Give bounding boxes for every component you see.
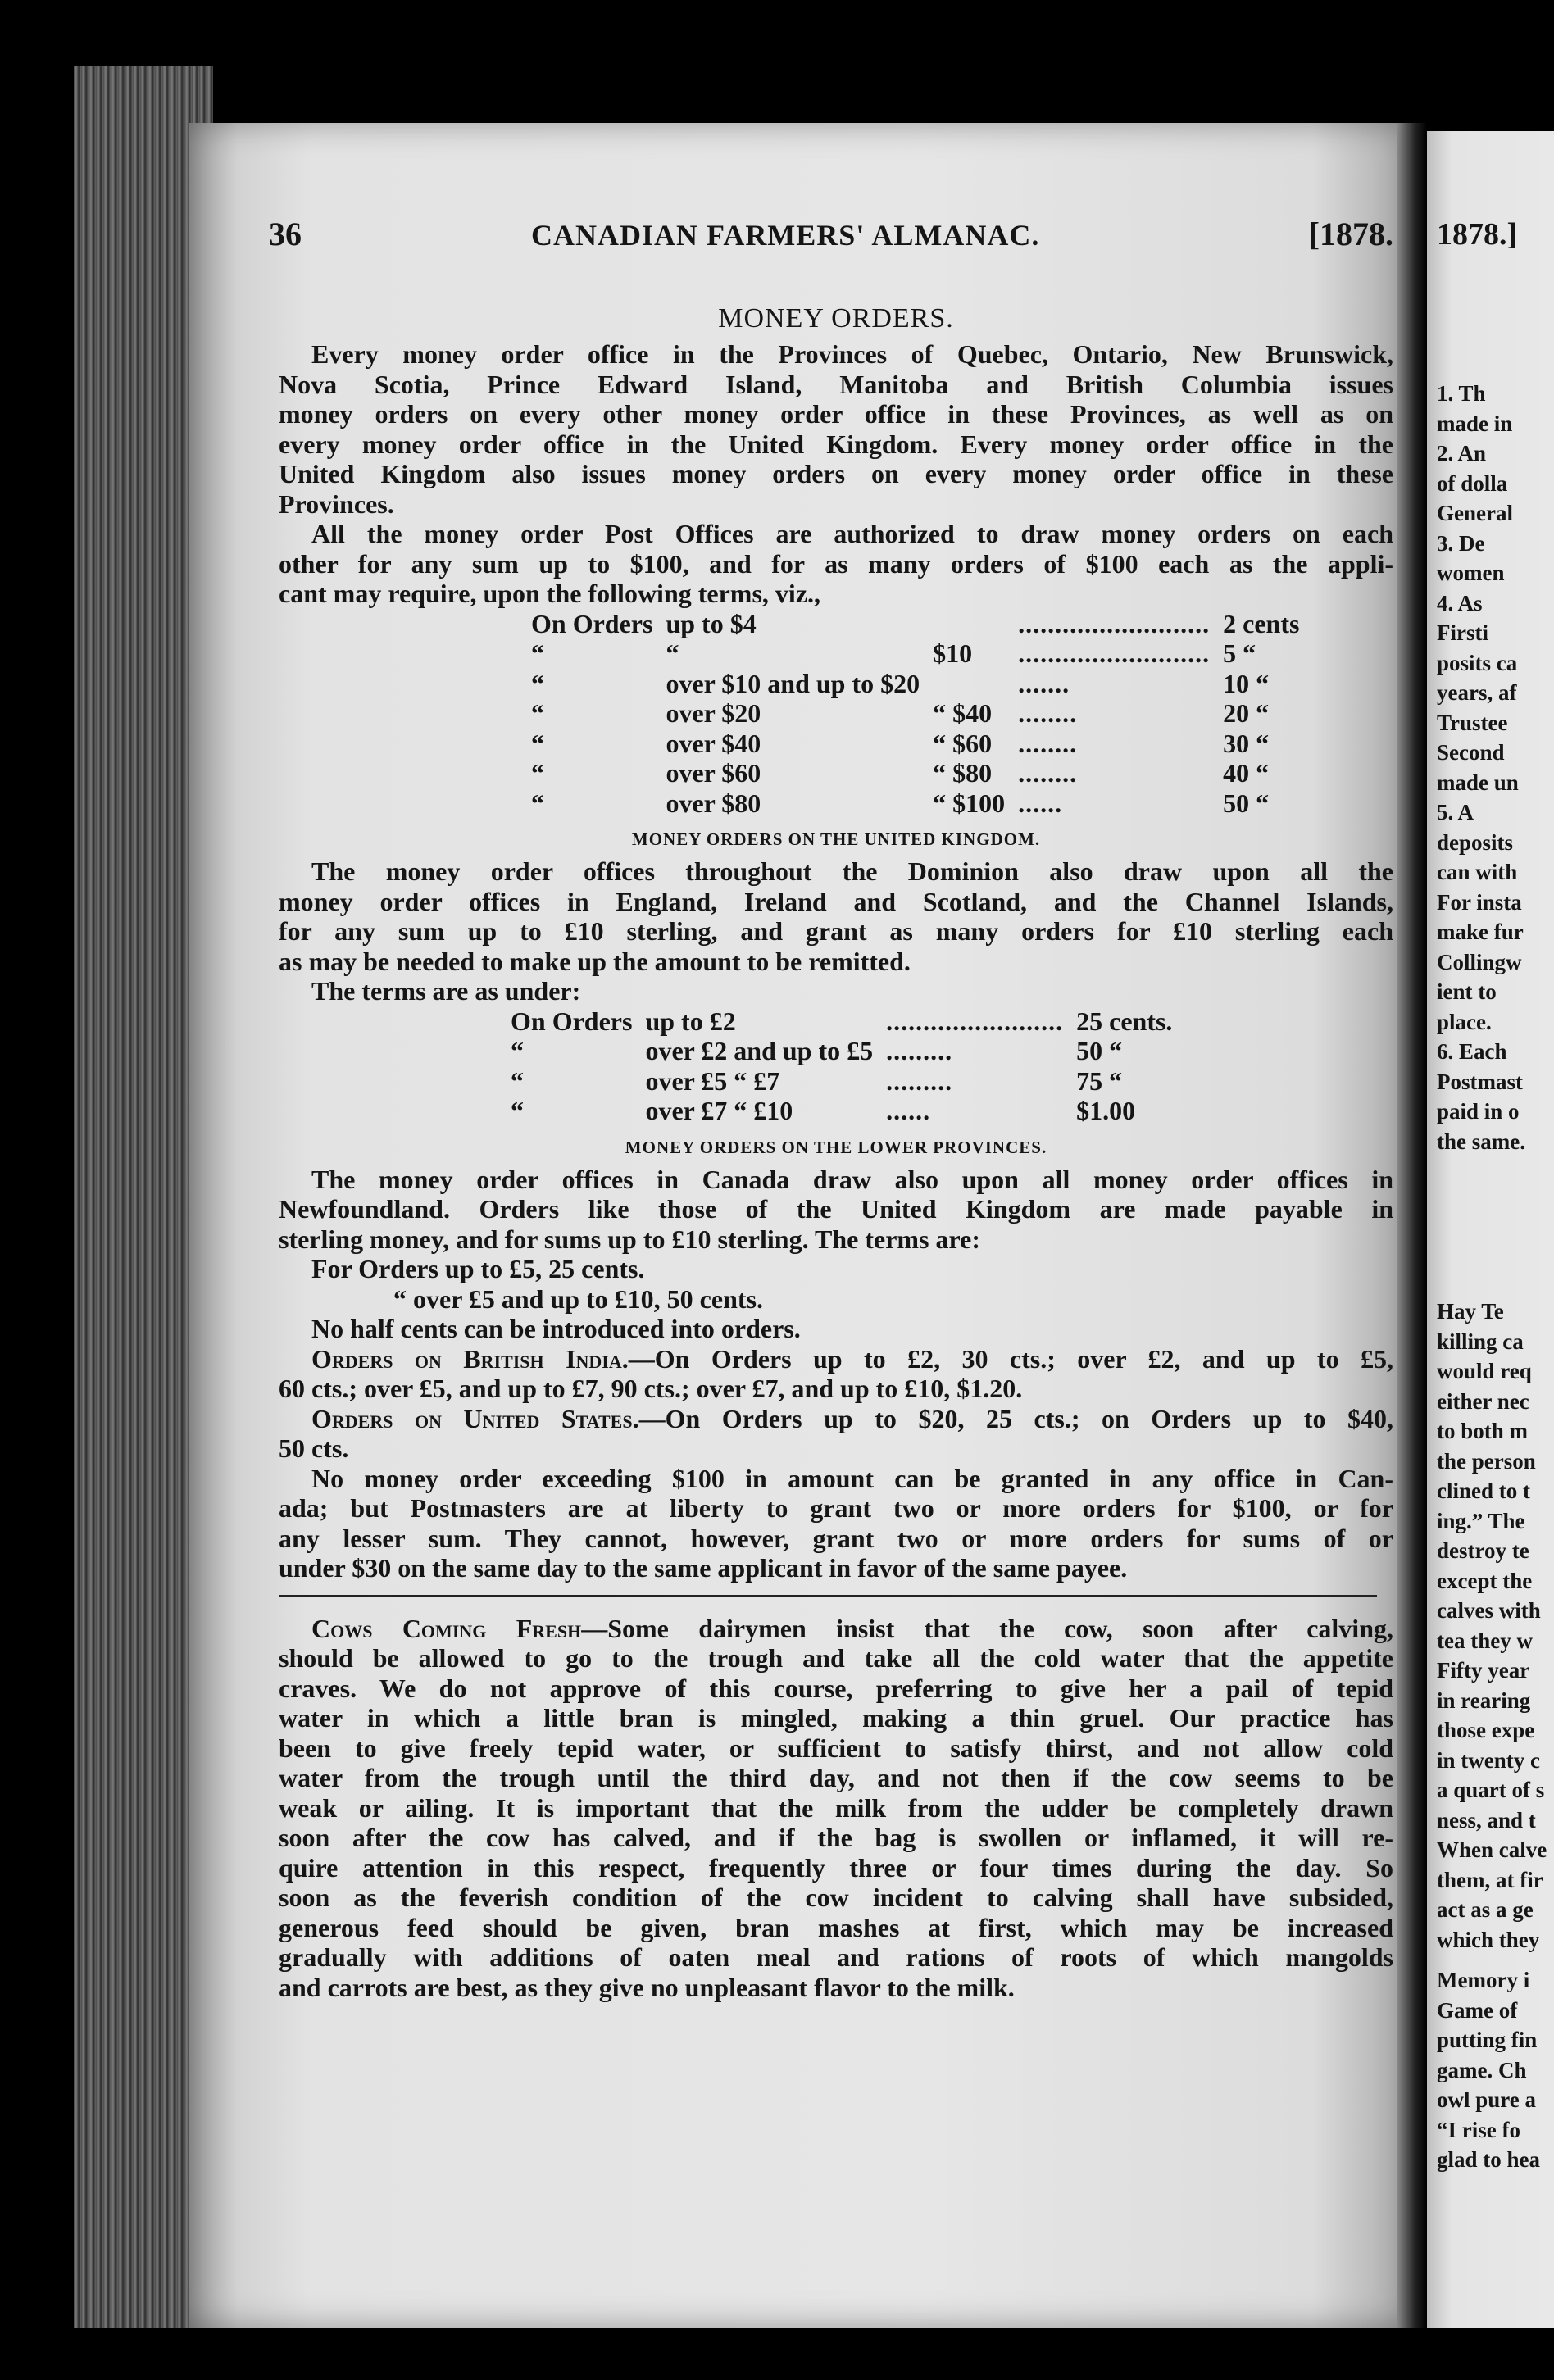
rate-cell-d: ......... bbox=[886, 1036, 953, 1065]
right-page-line: made in bbox=[1437, 411, 1513, 436]
text-line: The money order offices in Canada draw also upon all money order offices in bbox=[311, 1164, 1393, 1194]
page-header bbox=[269, 215, 1400, 272]
right-page-line: paid in o bbox=[1437, 1099, 1520, 1124]
cows-label: Cows Coming Fresh bbox=[311, 1613, 582, 1643]
right-page-line: killing ca bbox=[1437, 1329, 1524, 1354]
text-line: generous feed should be given, bran mashes at first, which may be increased bbox=[279, 1912, 1393, 1942]
right-page-line: owl pure a bbox=[1437, 2087, 1537, 2112]
rate-cell-b: over $80 bbox=[666, 788, 761, 818]
text-line: should be allowed to go to the trough and take all the cold water that the appetite bbox=[279, 1643, 1393, 1673]
rate-row bbox=[525, 669, 1306, 699]
no-half-cents: No half cents can be introduced into orders. bbox=[311, 1314, 801, 1343]
text-line: United Kingdom also issues money orders on every money order office in these bbox=[279, 459, 1393, 488]
domestic-rates-table bbox=[525, 609, 1306, 819]
text-line: soon as the feverish condition of the cow incident to calving shall have subsided, bbox=[279, 1883, 1393, 1912]
paragraph-intro bbox=[279, 339, 1393, 519]
rate-cell-d: ........ bbox=[1018, 728, 1078, 758]
right-page-line: putting fin bbox=[1437, 2028, 1538, 2052]
rate-row bbox=[504, 1036, 1179, 1066]
text-line: gradually with additions of oaten meal and rations of roots of which mangolds bbox=[279, 1942, 1393, 1972]
us-line-2: 50 cts. bbox=[279, 1433, 349, 1463]
rate-cell-d: ...... bbox=[1018, 788, 1063, 818]
section-divider bbox=[279, 1595, 1377, 1597]
rate-cell-d: .......................... bbox=[1018, 638, 1211, 668]
text-line: Nova Scotia, Prince Edward Island, Manitoba and British Columbia issues bbox=[279, 369, 1393, 399]
right-page-line: would req bbox=[1437, 1359, 1532, 1383]
right-page-line: For insta bbox=[1437, 889, 1522, 915]
right-page-line: ness, and t bbox=[1437, 1807, 1536, 1833]
text-line: weak or ailing. It is important that the milk from the udder be completely drawn bbox=[279, 1792, 1393, 1823]
rate-cell-e: 50 “ bbox=[1223, 788, 1270, 818]
uk-rates-table bbox=[504, 1006, 1179, 1126]
right-page-line: them, at fir bbox=[1437, 1867, 1543, 1892]
text-line: Provinces. bbox=[279, 488, 394, 519]
rate-cell-c: “ $40 bbox=[933, 698, 993, 728]
right-page-line: Second bbox=[1437, 740, 1505, 765]
right-page-line: game. Ch bbox=[1437, 2057, 1527, 2082]
rate-cell-a: “ bbox=[511, 1065, 524, 1096]
right-page-line: “I rise fo bbox=[1437, 2117, 1520, 2142]
rate-cell-d: ........................ bbox=[886, 1006, 1064, 1036]
rate-cell-a: “ bbox=[531, 668, 544, 698]
text-line: money orders on every other money order office in these Provinces, as well as on bbox=[279, 399, 1393, 429]
text-line: No money order exceeding $100 in amount can be granted in any office in Can- bbox=[311, 1463, 1393, 1493]
rate-cell-e: 10 “ bbox=[1223, 668, 1270, 698]
rate-row bbox=[525, 788, 1306, 819]
paragraph-lower-provinces bbox=[279, 1165, 1393, 1255]
right-page-line: 1. Th bbox=[1437, 381, 1486, 406]
rate-cell-b: over £7 “ £10 bbox=[645, 1096, 793, 1125]
text-line: Newfoundland. Orders like those of the United Kingdom are made payable in bbox=[279, 1194, 1393, 1224]
text-line: Cows Coming Fresh—Some dairymen insist that the cow, soon after calving, bbox=[311, 1613, 1393, 1643]
rate-cell-e: 75 “ bbox=[1076, 1065, 1123, 1096]
paragraph-post-offices bbox=[279, 519, 1393, 609]
text-line: any lesser sum. They cannot, however, grant two or more orders for sums of or bbox=[279, 1523, 1393, 1553]
rate-row bbox=[504, 1096, 1179, 1126]
right-page-line: Collingw bbox=[1437, 949, 1522, 974]
right-page-line: make fur bbox=[1437, 920, 1524, 944]
text-line: sterling money, and for sums up to £10 sterling. The terms are: bbox=[279, 1224, 980, 1254]
text-line: water from the trough until the third day, and not then if the cow seems to be bbox=[279, 1763, 1393, 1792]
rate-cell-e: 40 “ bbox=[1223, 758, 1270, 788]
rate-row bbox=[525, 729, 1306, 759]
section-heading-uk: MONEY ORDERS ON THE UNITED KINGDOM. bbox=[631, 829, 1041, 849]
right-page-line: made un bbox=[1437, 770, 1519, 795]
right-page-line: 3. De bbox=[1437, 530, 1485, 556]
uk-terms-intro: The terms are as under: bbox=[311, 976, 581, 1006]
rate-row bbox=[525, 638, 1306, 669]
right-page-line: posits ca bbox=[1437, 650, 1518, 675]
book-gutter bbox=[1397, 123, 1427, 2328]
text-line: cant may require, upon the following terms, viz., bbox=[279, 579, 820, 608]
right-page-line: place. bbox=[1437, 1009, 1492, 1034]
text-line: money order offices in England, Ireland and Scotland, and the Channel Islands, bbox=[279, 886, 1393, 916]
us-line-1: Orders on United States.—On Orders up to $20, 25 cts.; on Orders up to $40, bbox=[311, 1403, 1394, 1433]
rate-cell-e: 25 cents. bbox=[1076, 1006, 1173, 1036]
right-page-line: Trustee bbox=[1437, 710, 1508, 735]
rate-cell-b: over £2 and up to £5 bbox=[645, 1036, 874, 1065]
rate-cell-c: “ $60 bbox=[933, 728, 993, 758]
right-page-line: glad to hea bbox=[1437, 2147, 1541, 2172]
lower-term-2: “ over £5 and up to £10, 50 cents. bbox=[393, 1283, 763, 1314]
right-page-line: Hay Te bbox=[1437, 1299, 1504, 1324]
rate-cell-a: “ bbox=[531, 638, 544, 668]
rate-cell-a: “ bbox=[511, 1096, 524, 1125]
paragraph-cows-coming-fresh bbox=[279, 1614, 1393, 2003]
text-line: and carrots are best, as they give no unpleasant flavor to the milk. bbox=[279, 1972, 1015, 2002]
right-page-year: 1878.] bbox=[1437, 217, 1518, 252]
rate-cell-d: ........ bbox=[1018, 758, 1078, 788]
text-line: other for any sum up to $100, and for as many orders of $100 each as the appli- bbox=[279, 548, 1393, 579]
running-title: CANADIAN FARMERS' ALMANAC. bbox=[531, 219, 1040, 252]
right-page-column-c bbox=[1427, 1965, 1540, 2175]
text-line: Every money order office in the Provinces of Quebec, Ontario, New Brunswick, bbox=[311, 339, 1393, 369]
rate-cell-e: $1.00 bbox=[1076, 1096, 1136, 1125]
right-page-line: Postmast bbox=[1437, 1069, 1523, 1094]
right-page-line: those expe bbox=[1437, 1718, 1535, 1742]
right-page-line: ient to bbox=[1437, 979, 1497, 1004]
rate-cell-b: up to £2 bbox=[645, 1006, 736, 1036]
right-page-line: Firsti bbox=[1437, 620, 1488, 645]
right-page-column-b bbox=[1427, 1297, 1547, 1955]
right-page-line: ing.” The bbox=[1437, 1508, 1525, 1533]
right-page-line: years, af bbox=[1437, 680, 1517, 705]
rate-cell-b: over $60 bbox=[666, 758, 761, 788]
right-page-line: Memory i bbox=[1437, 1968, 1530, 1992]
rate-cell-b: over $20 bbox=[666, 698, 761, 728]
right-page-line: to both m bbox=[1437, 1419, 1529, 1443]
text-line: been to give freely tepid water, or sufficient to satisfy thirst, and not allow cold bbox=[279, 1733, 1393, 1763]
right-page-line: clined to t bbox=[1437, 1478, 1530, 1503]
right-page-line: 4. As bbox=[1437, 590, 1483, 615]
right-page-line: except the bbox=[1437, 1568, 1533, 1593]
text-line: All the money order Post Offices are authorized to draw money orders on each bbox=[311, 519, 1393, 548]
lower-term-1: For Orders up to £5, 25 cents. bbox=[311, 1254, 645, 1283]
text-line: for any sum up to £10 sterling, and grant as many orders for £10 sterling each bbox=[279, 916, 1393, 946]
right-page-line: When calve bbox=[1437, 1837, 1547, 1862]
rate-cell-c: $10 bbox=[933, 638, 973, 668]
page-content bbox=[279, 303, 1393, 2002]
text-line: soon after the cow has calved, and if the bag is swollen or inflamed, it will re- bbox=[279, 1823, 1393, 1852]
text-line: under $30 on the same day to the same applicant in favor of the same payee. bbox=[279, 1553, 1128, 1583]
text-line: The money order offices throughout the Dominion also draw upon all the bbox=[311, 856, 1393, 886]
right-page-line: in rearing bbox=[1437, 1687, 1531, 1713]
text-line: every money order office in the United Kingdom. Every money order office in the bbox=[279, 429, 1393, 459]
rate-cell-a: “ bbox=[531, 728, 544, 758]
rate-cell-e: 30 “ bbox=[1223, 728, 1270, 758]
section-heading-money-orders: MONEY ORDERS. bbox=[718, 303, 954, 334]
india-label: Orders on British India. bbox=[311, 1343, 629, 1374]
rate-cell-b: over $40 bbox=[666, 728, 761, 758]
rate-row bbox=[525, 758, 1306, 788]
right-page-line: General bbox=[1437, 501, 1513, 525]
right-page-line: which they bbox=[1437, 1927, 1540, 1952]
rate-cell-a: On Orders bbox=[531, 608, 653, 638]
rate-row bbox=[525, 609, 1306, 639]
right-page-line: 5. A bbox=[1437, 800, 1474, 824]
rate-cell-c: “ $80 bbox=[933, 758, 993, 788]
rate-row bbox=[504, 1006, 1179, 1037]
right-page-line: deposits bbox=[1437, 829, 1514, 855]
right-page-line: of dolla bbox=[1437, 470, 1508, 496]
rate-cell-a: “ bbox=[531, 758, 544, 788]
rate-cell-a: “ bbox=[531, 698, 544, 728]
page-number: 36 bbox=[269, 216, 302, 252]
right-page-column-a bbox=[1427, 379, 1525, 1156]
right-page-line: 6. Each bbox=[1437, 1039, 1507, 1064]
india-line-1: Orders on British India.—On Orders up to £2, 30 cts.; over £2, and up to £5, bbox=[311, 1343, 1393, 1374]
right-page-line: Fifty year bbox=[1437, 1658, 1530, 1683]
rate-cell-d: .......................... bbox=[1018, 608, 1211, 638]
rate-cell-e: 2 cents bbox=[1223, 608, 1300, 638]
rate-cell-c bbox=[926, 609, 1011, 639]
rate-cell-b: over $10 and up to $20 bbox=[666, 668, 920, 698]
us-label: Orders on United States. bbox=[311, 1403, 639, 1433]
rate-cell-b: over £5 “ £7 bbox=[645, 1065, 780, 1096]
rate-cell-a: On Orders bbox=[511, 1006, 633, 1036]
text-line: craves. We do not approve of this course, preferring to give her a pail of tepid bbox=[279, 1673, 1393, 1703]
right-page-line: the person bbox=[1437, 1448, 1536, 1474]
right-page-line: calves with bbox=[1437, 1598, 1541, 1623]
rate-cell-d: ........ bbox=[1018, 698, 1078, 728]
right-page-line: either nec bbox=[1437, 1388, 1529, 1414]
text-line: water in which a little bran is mingled, making a thin gruel. Our practice has bbox=[279, 1703, 1393, 1733]
right-page-line: in twenty c bbox=[1437, 1747, 1540, 1773]
paragraph-uk bbox=[279, 856, 1393, 976]
rate-cell-d: ......... bbox=[886, 1065, 953, 1096]
rate-cell-e: 20 “ bbox=[1223, 698, 1270, 728]
right-page-line: tea they w bbox=[1437, 1628, 1533, 1653]
rate-cell-d: ...... bbox=[886, 1096, 931, 1125]
rate-cell-e: 5 “ bbox=[1223, 638, 1256, 668]
text-line: quire attention in this respect, frequently three or four times during the day. So bbox=[279, 1852, 1393, 1883]
rate-cell-c bbox=[926, 669, 1011, 699]
india-line-2: 60 cts.; over £5, and up to £7, 90 cts.; over £7, and up to £10, $1.20. bbox=[279, 1374, 1023, 1403]
right-page-line: 2. An bbox=[1437, 441, 1487, 466]
text-line: ada; but Postmasters are at liberty to grant two or more orders for $100, or for bbox=[279, 1493, 1393, 1523]
right-page-line: the same. bbox=[1437, 1129, 1525, 1154]
rate-cell-a: “ bbox=[531, 788, 544, 818]
right-page-line: destroy te bbox=[1437, 1538, 1529, 1563]
rate-cell-d: ....... bbox=[1018, 668, 1070, 698]
right-page-line: act as a ge bbox=[1437, 1897, 1534, 1922]
right-page-line: a quart of s bbox=[1437, 1778, 1545, 1802]
paragraph-limits bbox=[279, 1464, 1393, 1583]
right-page-fragment bbox=[1427, 131, 1554, 2328]
rate-row bbox=[525, 698, 1306, 729]
rate-cell-b: up to $4 bbox=[666, 608, 757, 638]
right-page-line: can with bbox=[1437, 860, 1518, 884]
section-heading-lower-provinces: MONEY ORDERS ON THE LOWER PROVINCES. bbox=[625, 1137, 1047, 1157]
rate-cell-c: “ $100 bbox=[933, 788, 1006, 818]
rate-row bbox=[504, 1066, 1179, 1097]
rate-cell-e: 50 “ bbox=[1076, 1036, 1123, 1065]
header-year: [1878. bbox=[1308, 216, 1393, 252]
right-page-line: women bbox=[1437, 561, 1505, 585]
right-page-line: Game of bbox=[1437, 1997, 1518, 2023]
rate-cell-b: “ bbox=[666, 638, 679, 668]
rate-cell-a: “ bbox=[511, 1036, 524, 1065]
text-line: as may be needed to make up the amount to be remitted. bbox=[279, 946, 911, 976]
